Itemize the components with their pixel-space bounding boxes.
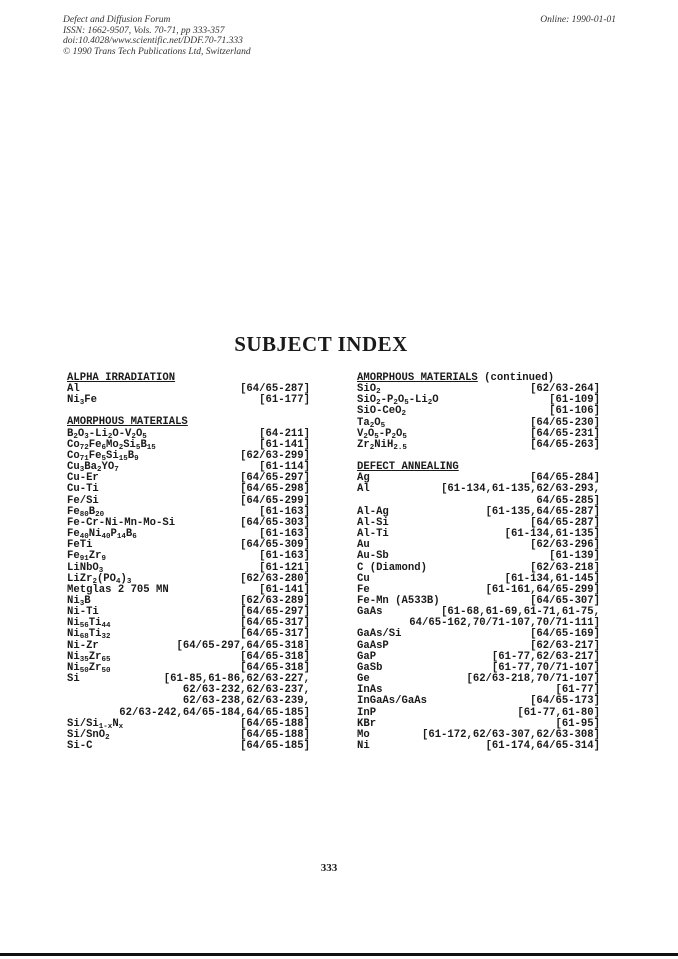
page-references: [61-77,62/63-217] <box>491 650 600 663</box>
index-term: FeTi <box>67 539 93 552</box>
page-references: [61-177] <box>259 394 310 407</box>
page-references: [64/65-318] <box>240 650 310 663</box>
index-list <box>67 384 310 406</box>
page-references: [62/63-217] <box>530 639 600 652</box>
page-references: [64/65-318] <box>240 661 310 674</box>
page-references: [61-163] <box>259 550 310 563</box>
page-number: 333 <box>320 862 338 874</box>
page-references: [64/65-317] <box>240 617 310 630</box>
index-entry <box>357 629 600 640</box>
index-term: $V_2O_5-P_2O_5$ <box>357 427 407 441</box>
index-list <box>357 473 600 495</box>
index-entry <box>357 563 600 574</box>
page-references: [64/65-298] <box>240 483 310 496</box>
page-references: [64/65-297] <box>240 606 310 619</box>
page-references: [61-174,64/65-314] <box>485 740 600 752</box>
index-term: Fe/Si <box>67 494 99 507</box>
page-references: [61-139] <box>549 550 600 563</box>
index-term: Al-Si <box>357 516 389 529</box>
page-references: [64/65-317] <box>240 628 310 641</box>
index-term: $Ni_3Fe$ <box>67 394 97 408</box>
index-list <box>67 429 310 686</box>
index-entry-continuation: 64/65-162,70/71-107,70/71-111] <box>409 617 600 630</box>
index-entry <box>357 440 600 451</box>
index-term: GaAsP <box>357 639 389 652</box>
index-entry <box>357 484 600 495</box>
page-references: [64/65-188] <box>240 728 310 741</box>
page-references: [61-141] <box>259 438 310 451</box>
page-references: [64/65-173] <box>530 695 600 708</box>
page-references: [62/63-296] <box>530 539 600 552</box>
index-term: Al-Ti <box>357 528 389 541</box>
index-entry <box>67 395 310 406</box>
page-references: [64/65-185] <box>240 740 310 752</box>
index-term: Ni-Zr <box>67 639 99 652</box>
page-title: SUBJECT INDEX <box>234 332 408 356</box>
index-term: Al <box>67 383 80 396</box>
page-references: [61-77,61-80] <box>517 706 600 719</box>
index-term: $Ni_{50}Zr_{50}$ <box>67 661 111 675</box>
page-references: [64/65-231] <box>530 427 600 440</box>
index-term: InGaAs/GaAs <box>357 695 427 708</box>
index-term: SiO$_2$ <box>357 383 381 397</box>
index-term: Ni <box>357 740 370 752</box>
page-references: [64-211] <box>259 427 310 440</box>
index-term: Fe-Mn (A533B) <box>357 594 440 607</box>
page-references: [64/65-287] <box>530 516 600 529</box>
page-references: [64/65-307] <box>530 594 600 607</box>
index-column-left <box>67 373 310 752</box>
page-references: [61-134,61-135,62/63-293, <box>441 483 600 496</box>
index-term: Cu-Ti <box>67 483 99 496</box>
index-entry-continuation: 64/65-285] <box>536 494 600 507</box>
doi-link[interactable]: doi:10.4028/www.scientific.net/DDF.70-71.333 <box>63 36 243 46</box>
page-references: [61-163] <box>259 505 310 518</box>
index-term: InAs <box>357 684 383 697</box>
page-references: [61-163] <box>259 528 310 541</box>
index-term: C (Diamond) <box>357 561 427 574</box>
page-references: [64/65-263] <box>530 438 600 451</box>
page-references: [62/63-218] <box>530 561 600 574</box>
page-references: [61-161,64/65-299] <box>485 583 600 596</box>
index-term: $Cu_3Ba_2YO_7$ <box>67 461 119 475</box>
index-term: Si/SnO$_2$ <box>67 728 110 742</box>
continued-label: (continued) <box>477 372 555 384</box>
index-term: Al <box>357 483 370 496</box>
index-list <box>357 507 600 619</box>
index-entry <box>67 563 310 574</box>
page-references: [61-77,70/71-107] <box>491 661 600 674</box>
page-references: [64/65-297] <box>240 472 310 485</box>
index-term: LiNbO$_3$ <box>67 561 104 575</box>
index-term: GaP <box>357 650 377 663</box>
page-references: [61-109] <box>549 394 600 407</box>
index-term: Si <box>67 673 80 686</box>
section-heading: ALPHA IRRADIATION <box>67 372 176 384</box>
online-date: Online: 1990-01-01 <box>540 15 616 25</box>
index-term: Si-C <box>67 740 93 752</box>
index-list <box>357 384 600 451</box>
page-references: [61-95] <box>555 717 600 730</box>
page-references: [61-141] <box>259 583 310 596</box>
page-references: [64/65-188] <box>240 717 310 730</box>
page-references: [64/65-230] <box>530 416 600 429</box>
index-term: Metglas 2 705 MN <box>67 583 169 596</box>
index-term: GaSb <box>357 661 383 674</box>
index-term: SiO-CeO$_2$ <box>357 405 407 419</box>
index-term: Ge <box>357 673 370 686</box>
index-term: Au <box>357 539 370 552</box>
index-term: Cu-Er <box>67 472 99 485</box>
index-term: $Co_{72}Fe_6Mo_2Si_5B_{15}$ <box>67 438 156 452</box>
index-term: Ag <box>357 472 370 485</box>
copyright-line: © 1990 Trans Tech Publications Ltd, Switzerland <box>63 46 251 57</box>
index-term: $Ni_{35}Zr_{65}$ <box>67 650 111 664</box>
page-references: [64/65-309] <box>240 539 310 552</box>
page-references: [64/65-303] <box>240 516 310 529</box>
index-entry-continuation: 62/63-232,62/63-237, <box>182 684 310 697</box>
page-references: [62/63-218,70/71-107] <box>466 673 600 686</box>
index-term: $Zr_2NiH_{2.5}$ <box>357 438 407 452</box>
page-references: [62/63-299] <box>240 449 310 462</box>
section-heading: DEFECT ANNEALING <box>357 461 459 474</box>
index-term: $LiZr_2(PO_4)_3$ <box>67 572 132 586</box>
page-references: [61-68,61-69,61-71,61-75, <box>441 606 600 619</box>
page-references: [64/65-297,64/65-318] <box>176 639 310 652</box>
index-entry <box>357 696 600 707</box>
index-term: $Fe_{80}B_{20}$ <box>67 505 105 519</box>
index-column-right <box>357 373 600 752</box>
index-entry <box>357 551 600 562</box>
page-references: [61-85,61-86,62/63-227, <box>163 673 310 686</box>
index-term: InP <box>357 706 377 719</box>
page-references: [62/63-264] <box>530 383 600 396</box>
page-references: [61-106] <box>549 405 600 418</box>
index-entry <box>67 484 310 495</box>
page-references: [64/65-169] <box>530 628 600 641</box>
index-term: $Fe_{40}Ni_{40}P_{14}B_6$ <box>67 528 137 542</box>
index-term: Fe <box>357 583 370 596</box>
page-references: [64/65-299] <box>240 494 310 507</box>
index-term: $Fe_{91}Zr_9$ <box>67 550 106 564</box>
index-term: $B_2O_3-Li_2O-V_2O_5$ <box>67 427 147 441</box>
index-term: $Ta_2O_5$ <box>357 416 386 430</box>
page-references: [64/65-287] <box>240 383 310 396</box>
page-references: [61-134,61-135] <box>504 528 600 541</box>
page-references: [61-77] <box>555 684 600 697</box>
index-term: Cu <box>357 572 370 585</box>
page-references: [62/63-289] <box>240 594 310 607</box>
index-term: $Ni_3B$ <box>67 594 91 608</box>
index-list <box>67 719 310 752</box>
index-term: $Co_{71}Fe_5Si_{15}B_9$ <box>67 449 139 463</box>
journal-metadata <box>63 15 251 57</box>
index-term: $Si/Si_{1-x}N_x$ <box>67 717 124 731</box>
index-term: Au-Sb <box>357 550 389 563</box>
journal-name: Defect and Diffusion Forum <box>63 15 171 25</box>
index-term: $Ni_{68}Ti_{32}$ <box>67 628 111 642</box>
index-term: GaAs <box>357 606 383 619</box>
index-term: $Ni_{56}Ti_{44}$ <box>67 617 111 631</box>
index-entry <box>357 741 600 752</box>
index-list <box>357 629 600 752</box>
page-references: [61-172,62/63-307,62/63-308] <box>421 728 600 741</box>
index-term: Al-Ag <box>357 505 389 518</box>
index-entry <box>357 406 600 417</box>
index-term: KBr <box>357 717 377 730</box>
page-references: [62/63-280] <box>240 572 310 585</box>
page-references: [61-134,61-145] <box>504 572 600 585</box>
footer-rule <box>0 953 678 956</box>
index-term: Ni-Ti <box>67 606 99 619</box>
index-term: Fe-Cr-Ni-Mn-Mo-Si <box>67 516 176 529</box>
index-term: $SiO_2-P_2O_5-Li_2O$ <box>357 394 439 408</box>
index-entry <box>67 629 310 640</box>
page-references: [64/65-284] <box>530 472 600 485</box>
index-term: Mo <box>357 728 370 741</box>
index-entry <box>67 551 310 562</box>
section-heading: AMORPHOUS MATERIALS <box>67 416 188 429</box>
page-references: [61-121] <box>259 561 310 574</box>
section-heading-text: AMORPHOUS MATERIALS <box>357 372 478 384</box>
index-entry <box>67 741 310 752</box>
page-references: [61-114] <box>259 461 310 474</box>
index-entry-continuation: 62/63-238,62/63-239, <box>182 695 310 708</box>
issn-line: ISSN: 1662-9507, Vols. 70-71, pp 333-357 <box>63 25 225 36</box>
index-entry-continuation: 62/63-242,64/65-184,64/65-185] <box>119 706 310 719</box>
page-references: [61-135,64/65-287] <box>485 505 600 518</box>
index-term: GaAs/Si <box>357 628 402 641</box>
index-entry <box>357 708 600 719</box>
